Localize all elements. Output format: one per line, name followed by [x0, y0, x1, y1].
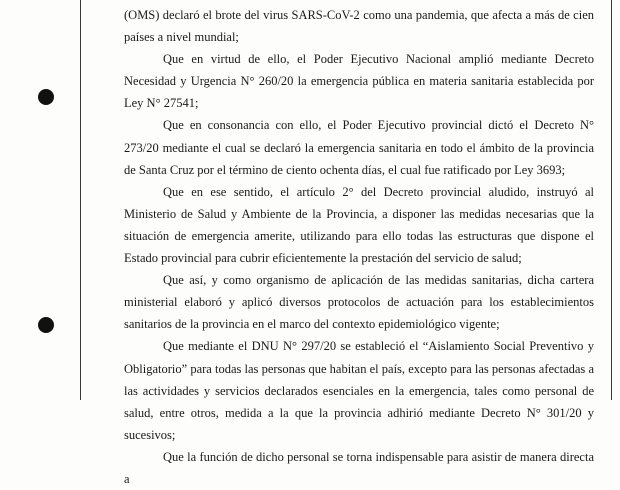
paragraph: Que así, y como organismo de aplicación de las medidas sanitarias, dicha cartera ministerial elaboró y aplicó diversos protocolos de actuación para los establecimientos sanitarios de la provincia en el marco del contexto epidemiológico vigente; [124, 273, 594, 332]
punch-hole-top [38, 89, 54, 105]
paragraph: Que en consonancia con ello, el Poder Ejecutivo provincial dictó el Decreto N° 273/20 mediante el cual se declaró la emergencia sanitaria en todo el ámbito de la provincia de Santa Cruz por el término de ciento ochenta días, el cual fue ratificado por Ley 3693; [124, 118, 594, 177]
document-body [124, 4, 594, 490]
punch-hole-bottom [38, 317, 54, 333]
left-margin-line [80, 0, 81, 400]
paragraph: Que en virtud de ello, el Poder Ejecutivo Nacional amplió mediante Decreto Necesidad y Urgencia N° 260/20 la emergencia pública en materia sanitaria establecida por Ley N° 27541; [124, 52, 594, 111]
paragraph: Que la función de dicho personal se torna indispensable para asistir de manera directa a [124, 449, 594, 486]
paragraph: Que en ese sentido, el artículo 2° del Decreto provincial aludido, instruyó al Ministerio de Salud y Ambiente de la Provincia, a disponer las medidas necesarias que la situación de emergencia amerite, utilizando para ello todas las estructuras que dispone el Estado provincial para cubrir eficientemente la prestación del servicio de salud; [124, 184, 594, 266]
paragraph: (OMS) declaró el brote del virus SARS-CoV-2 como una pandemia, que afecta a más de cien países a nivel mundial; [124, 8, 594, 45]
paragraph: Que mediante el DNU N° 297/20 se estableció el “Aislamiento Social Preventivo y Obligatorio” para todas las personas que habitan el país, excepto para las personas afectadas a las actividades y servicios declarados esenciales en la emergencia, tales como personal de salud, entre otros, medida a la que la provincia adhirió mediante Decreto N° 301/20 y sucesivos; [124, 339, 594, 442]
right-margin-line [611, 0, 612, 400]
